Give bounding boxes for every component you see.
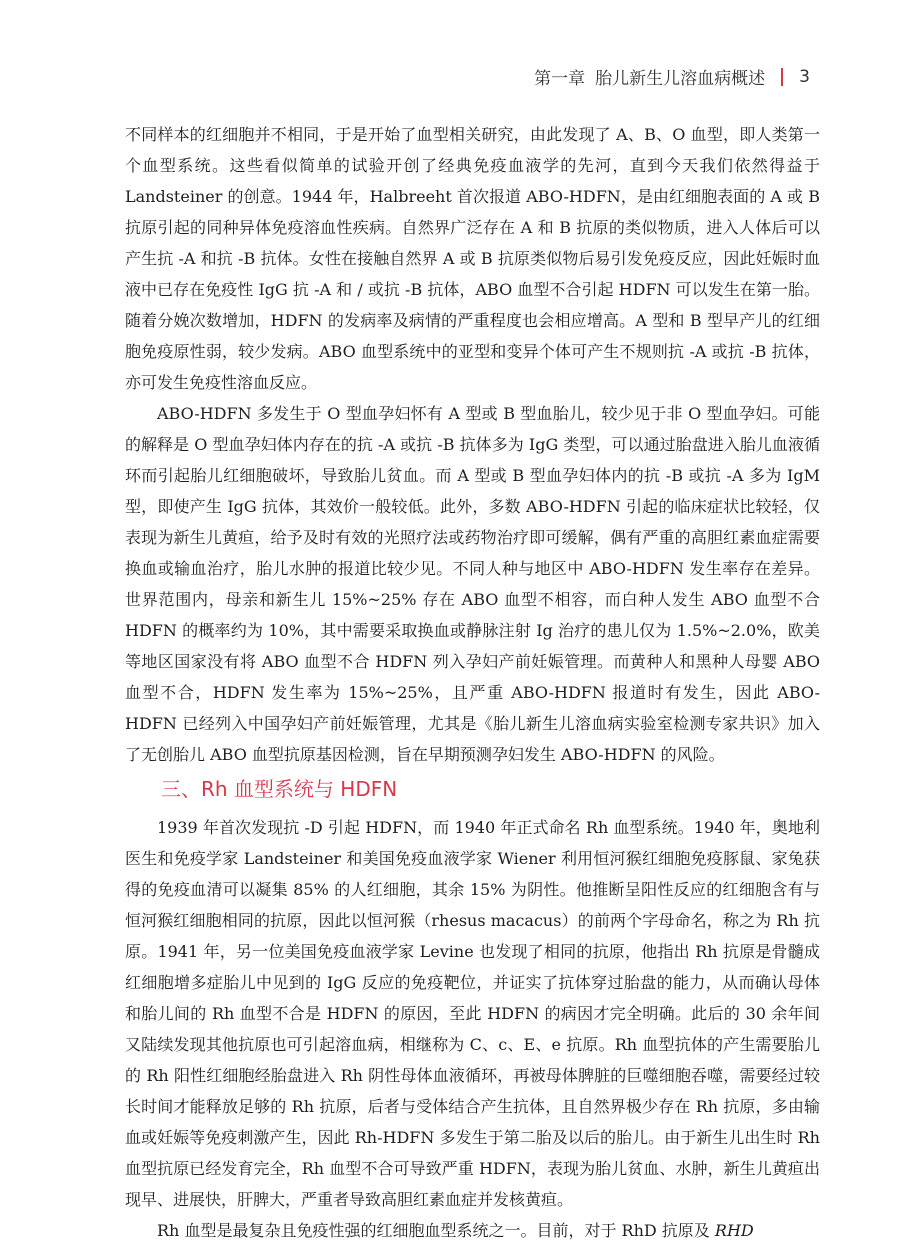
section-heading: 三、Rh 血型系统与 HDFN — [161, 777, 398, 801]
gene-name-italic: RHD — [714, 1221, 754, 1240]
paragraph-rh-complexity — [125, 1215, 820, 1246]
page-body — [125, 119, 820, 1246]
paragraph-abo-hdfn: ABO-HDFN 多发生于 O 型血孕妇怀有 A 型或 B 型血胎儿，较少见于非 O 型血孕妇。可能的解释是 O 型血孕妇体内存在的抗 -A 或抗 -B 抗体多为 IgG 类型，可以通过胎盘进入胎儿血液循环而引起胎儿红细胞破坏，导致胎儿贫血。而 A 型或 B 型血孕妇体内的抗 -B 或抗 -A 多为 IgM 型，即使产生 IgG 抗体，其效价一般较低。此外，多数 ABO-HDFN 引起的临床症状比较轻，仅表现为新生儿黄疸，给予及时有效的光照疗法或药物治疗即可缓解，偶有严重的高胆红素血症需要换血或输血治疗，胎儿水肿的报道比较少见。不同人种与地区中 ABO-HDFN 发生率存在差异。世界范围内，母亲和新生儿 15%~25% 存在 ABO 血型不相容，而白种人发生 ABO 血型不合 HDFN 的概率约为 10%，其中需要采取换血或静脉注射 Ig 治疗的患儿仅为 1.5%~2.0%，欧美等地区国家没有将 ABO 血型不合 HDFN 列入孕妇产前妊娠管理。而黄种人和黑种人母婴 ABO 血型不合，HDFN 发生率为 15%~25%，且严重 ABO-HDFN 报道时有发生，因此 ABO-HDFN 已经列入中国孕妇产前妊娠管理，尤其是《胎儿新生儿溶血病实验室检测专家共识》加入了无创胎儿 ABO 血型抗原基因检测，旨在早期预测孕妇发生 ABO-HDFN 的风险。 — [125, 404, 820, 764]
chapter-title: 胎儿新生儿溶血病概述 — [595, 69, 766, 89]
paragraph-rh-complexity-text: Rh 血型是最复杂且免疫性强的红细胞血型系统之一。目前，对于 RhD 抗原及 — [157, 1221, 715, 1240]
chapter-label: 第一章 — [534, 69, 586, 89]
page-number: 3 — [799, 66, 810, 87]
paragraph-continued: 不同样本的红细胞并不相同，于是开始了血型相关研究，由此发现了 A、B、O 血型，即人类第一个血型系统。这些看似简单的试验开创了经典免疫血液学的先河，直到今天我们依然得益于 Landsteiner 的创意。1944 年，Halbreeht 首次报道 ABO-HDFN，是由红细胞表面的 A 或 B 抗原引起的同种异体免疫溶血性疾病。自然界广泛存在 A 和 B 抗原的类似物质，进入人体后可以产生抗 -A 和抗 -B 抗体。女性在接触自然界 A 或 B 抗原类似物后易引发免疫反应，因此妊娠时血液中已存在免疫性 IgG 抗 -A 和 / 或抗 -B 抗体，ABO 血型不合引起 HDFN 可以发生在第一胎。随着分娩次数增加，HDFN 的发病率及病情的严重程度也会相应增高。A 型和 B 型早产儿的红细胞免疫原性弱，较少发病。ABO 血型系统中的亚型和变异个体可产生不规则抗 -A 或抗 -B 抗体，亦可发生免疫性溶血反应。 — [125, 125, 820, 392]
header-divider — [781, 68, 783, 86]
paragraph-rh-history: 1939 年首次发现抗 -D 引起 HDFN，而 1940 年正式命名 Rh 血型系统。1940 年，奥地利医生和免疫学家 Landsteiner 和美国免疫血液学家 Wiener 利用恒河猴红细胞免疫豚鼠、家兔获得的免疫血清可以凝集 85% 的人红细胞，其余 15% 为阴性。他推断呈阳性反应的红细胞含有与恒河猴红细胞相同的抗原，因此以恒河猴（rhesus macacus）的前两个字母命名，称之为 Rh 抗原。1941 年，另一位美国免疫血液学家 Levine 也发现了相同的抗原，他指出 Rh 抗原是骨髓成红细胞增多症胎儿中见到的 IgG 反应的免疫靶位，并证实了抗体穿过胎盘的能力，从而确认母体和胎儿间的 Rh 血型不合是 HDFN 的原因，至此 HDFN 的病因才完全明确。此后的 30 余年间又陆续发现其他抗原也可引起溶血病，相继称为 C、c、E、e 抗原。Rh 血型抗体的产生需要胎儿的 Rh 阳性红细胞经胎盘进入 Rh 阴性母体血液循环，再被母体脾脏的巨噬细胞吞噬，需要经过较长时间才能释放足够的 Rh 抗原，后者与受体结合产生抗体，且自然界极少存在 Rh 抗原，多由输血或妊娠等免疫刺激产生，因此 Rh-HDFN 多发生于第二胎及以后的胎儿。由于新生儿出生时 Rh 血型抗原已经发育完全，Rh 血型不合可导致严重 HDFN，表现为胎儿贫血、水肿，新生儿黄疸出现早、进展快，肝脾大，严重者导致高胆红素血症并发核黄疸。 — [125, 818, 820, 1209]
running-header — [534, 64, 810, 89]
